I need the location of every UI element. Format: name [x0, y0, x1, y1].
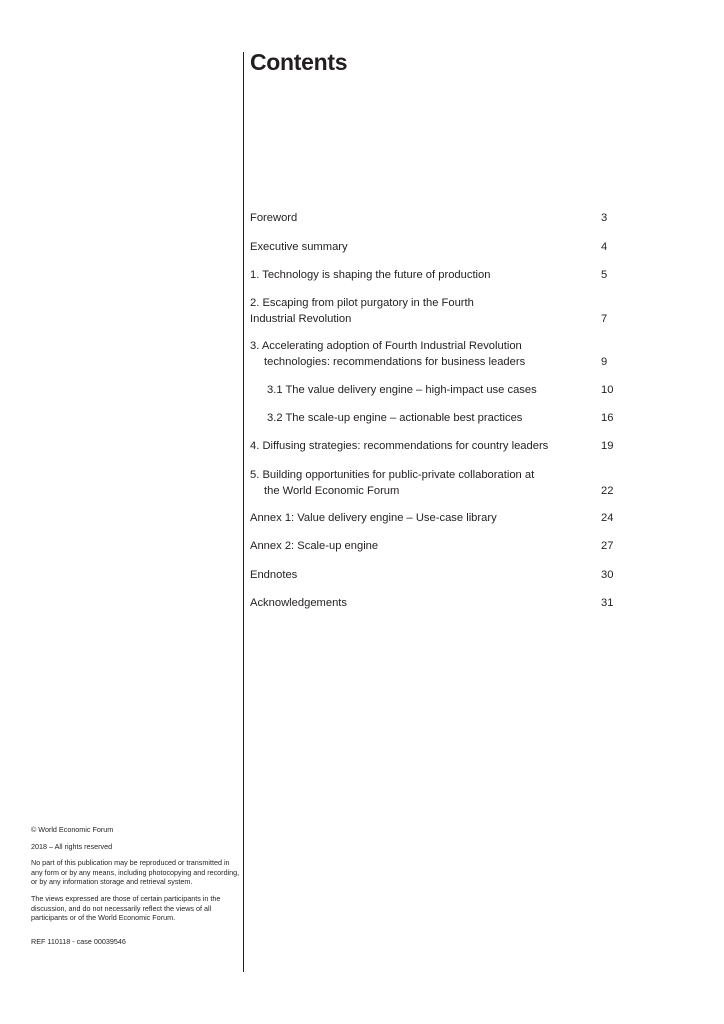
copyright-line: © World Economic Forum [31, 825, 114, 834]
toc-entry-title: Executive summary [250, 241, 348, 253]
toc-page-number: 30 [601, 569, 614, 581]
toc-page-number: 16 [601, 412, 614, 424]
toc-page-number: 22 [601, 484, 614, 497]
page-title: Contents [250, 49, 348, 75]
toc-page-number: 10 [601, 384, 614, 396]
toc-entry-title: 4. Diffusing strategies: recommendations for country leaders [250, 440, 549, 452]
toc-entry-title: 3.1 The value delivery engine – high-impact use cases [267, 384, 537, 396]
toc-entry-title: 1. Technology is shaping the future of production [250, 269, 491, 281]
toc-entry-title: 3.2 The scale-up engine – actionable best practices [267, 412, 523, 424]
toc-page-number: 9 [601, 355, 608, 368]
toc-page-number: 5 [601, 269, 608, 281]
toc-entry-title: Foreword [250, 212, 298, 224]
toc-page-number: 31 [601, 597, 614, 609]
toc-entry-title: 2. Escaping from pilot purgatory in the Fourth Industrial Revolution [250, 297, 474, 325]
toc-page-number: 7 [601, 312, 608, 325]
toc-page-number: 24 [601, 512, 614, 524]
legal-notice [31, 825, 241, 953]
disclaimer: The views expressed are those of certain participants in the discussion, and do not necessarily reflect the views of all participants or of the World Economic Forum. [31, 893, 221, 923]
reproduction-notice: No part of this publication may be reproduced or transmitted in any form or by any means, including photocopying and recording, or by any information storage and retrieval system. [31, 858, 240, 887]
toc-page-number: 3 [601, 212, 608, 224]
toc-entry-title: 5. Building opportunities for public-private collaboration at the World Economic Forum [250, 469, 535, 497]
toc-entry-title: Annex 2: Scale-up engine [250, 540, 379, 552]
rights-line: 2018 – All rights reserved [31, 841, 113, 851]
reference-number: REF 110118 - case 00039546 [31, 936, 126, 946]
toc-page-number: 19 [601, 440, 614, 452]
toc-entry-title: 3. Accelerating adoption of Fourth Industrial Revolution technologies: recommendations for business leaders [250, 340, 526, 368]
vertical-divider [243, 52, 244, 972]
toc-entry-title: Annex 1: Value delivery engine – Use-case library [250, 512, 497, 524]
toc-entry-title: Endnotes [250, 569, 298, 581]
toc-page-number: 27 [601, 540, 614, 552]
toc-entry-title: Acknowledgements [250, 597, 348, 609]
toc-page-number: 4 [601, 241, 608, 253]
